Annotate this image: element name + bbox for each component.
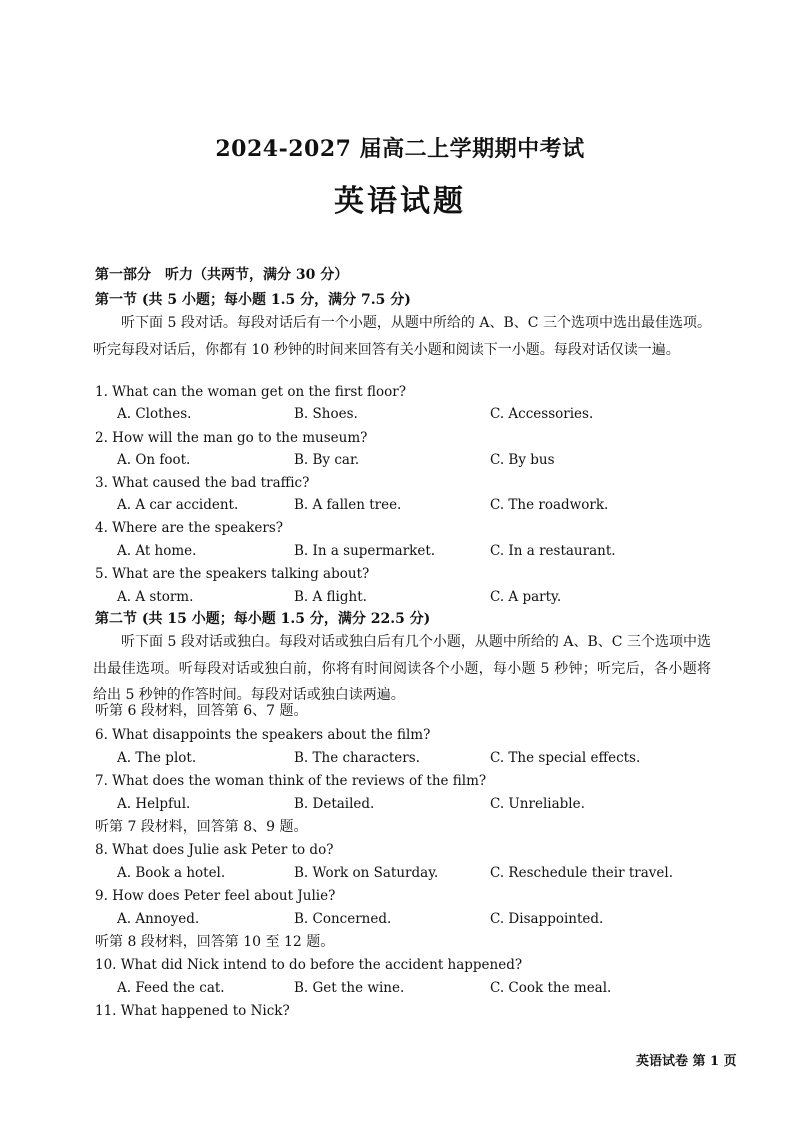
q5-option-c: C. A party.	[490, 589, 562, 605]
q10-option-a: A. Feed the cat.	[117, 980, 225, 996]
question-8: 8. What does Julie ask Peter to do?	[95, 842, 334, 858]
q6-option-a: A. The plot.	[117, 750, 197, 766]
question-1: 1. What can the woman get on the first floor?	[95, 384, 406, 400]
q1-option-a: A. Clothes.	[117, 406, 192, 422]
exam-title: 2024-2027 届高二上学期期中考试	[215, 136, 585, 162]
material-8-note: 听第 8 段材料，回答第 10 至 12 题。	[95, 934, 335, 950]
q7-option-a: A. Helpful.	[117, 796, 191, 812]
section1-instructions: 听下面 5 段对话。每段对话后有一个小题，从题中所给的 A、B、C 三个选项中选出最佳选项。听完每段对话后，你都有 10 秒钟的时间来回答有关小题和阅读下一小题。每段对话仅读一遍。	[93, 315, 711, 358]
question-7: 7. What does the woman think of the reviews of the film?	[95, 773, 487, 789]
q2-option-a: A. On foot.	[117, 452, 191, 468]
material-7-note: 听第 7 段材料，回答第 8、9 题。	[95, 819, 308, 835]
q3-option-a: A. A car accident.	[117, 497, 239, 513]
q8-option-c: C. Reschedule their travel.	[490, 865, 674, 881]
question-6: 6. What disappoints the speakers about the film?	[95, 727, 431, 743]
part1-heading: 第一部分 听力（共两节，满分 30 分）	[95, 267, 349, 283]
section2-heading: 第二节 (共 15 小题；每小题 1.5 分，满分 22.5 分)	[95, 611, 431, 627]
q6-option-b: B. The characters.	[294, 750, 420, 766]
q7-option-c: C. Unreliable.	[490, 796, 585, 812]
q10-option-b: B. Get the wine.	[294, 980, 405, 996]
q4-option-a: A. At home.	[117, 543, 197, 559]
section1-heading: 第一节 (共 5 小题；每小题 1.5 分，满分 7.5 分)	[95, 292, 411, 308]
q2-option-b: B. By car.	[294, 452, 360, 468]
q3-option-b: B. A fallen tree.	[294, 497, 402, 513]
q5-option-a: A. A storm.	[117, 589, 194, 605]
q2-option-c: C. By bus	[490, 452, 555, 468]
q9-option-a: A. Annoyed.	[117, 911, 200, 927]
subject-title: 英语试题	[334, 184, 466, 219]
q1-option-c: C. Accessories.	[490, 406, 594, 422]
q10-option-c: C. Cook the meal.	[490, 980, 612, 996]
section2-instructions: 听下面 5 段对话或独白。每段对话或独白后有几个小题，从题中所给的 A、B、C 三个选项中选出最佳选项。听每段对话或独白前，你将有时间阅读各个小题，每小题 5 秒钟；听完后，各小题将给出 5 秒钟的作答时间。每段对话或独白读两遍。	[93, 634, 711, 703]
q4-option-b: B. In a supermarket.	[294, 543, 436, 559]
q8-option-b: B. Work on Saturday.	[294, 865, 439, 881]
question-11: 11. What happened to Nick?	[95, 1003, 290, 1019]
material-6-note: 听第 6 段材料，回答第 6、7 题。	[95, 703, 308, 719]
q5-option-b: B. A flight.	[294, 589, 367, 605]
question-9: 9. How does Peter feel about Julie?	[95, 888, 336, 904]
q3-option-c: C. The roadwork.	[490, 497, 609, 513]
question-4: 4. Where are the speakers?	[95, 520, 284, 536]
q4-option-c: C. In a restaurant.	[490, 543, 616, 559]
q6-option-c: C. The special effects.	[490, 750, 641, 766]
question-3: 3. What caused the bad traffic?	[95, 475, 310, 491]
q9-option-b: B. Concerned.	[294, 911, 392, 927]
question-10: 10. What did Nick intend to do before the accident happened?	[95, 957, 523, 973]
q1-option-b: B. Shoes.	[294, 406, 358, 422]
page-footer: 英语试卷 第 1 页	[636, 1054, 737, 1069]
question-5: 5. What are the speakers talking about?	[95, 566, 370, 582]
question-2: 2. How will the man go to the museum?	[95, 430, 368, 446]
q8-option-a: A. Book a hotel.	[117, 865, 226, 881]
q9-option-c: C. Disappointed.	[490, 911, 604, 927]
q7-option-b: B. Detailed.	[294, 796, 375, 812]
